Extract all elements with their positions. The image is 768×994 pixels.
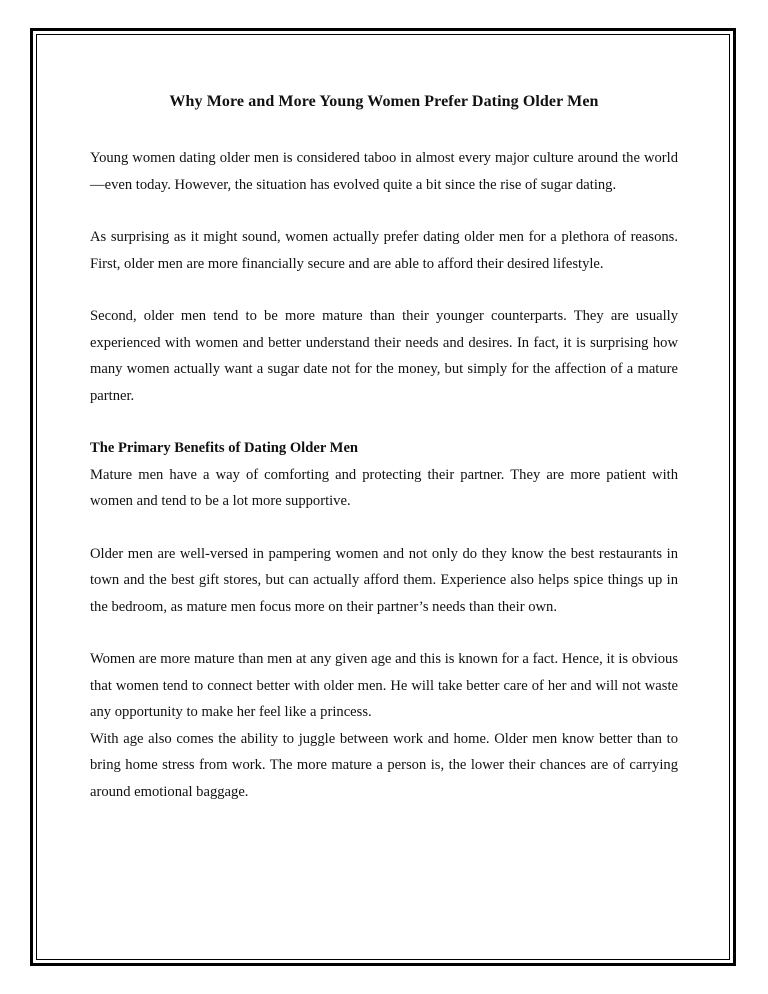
paragraph-connection: Women are more mature than men at any given age and this is known for a fact. Hence, it is obvious that women tend to connect better with older men. He will take better care of her and will not waste any opportunity to make her feel like a princess. xyxy=(90,651,678,720)
document-title: Why More and More Young Women Prefer Dating Older Men xyxy=(169,93,599,110)
document-body xyxy=(90,84,678,805)
paragraph-reasons: As surprising as it might sound, women actually prefer dating older men for a plethora of reasons. First, older men are more financially secure and are able to afford their desired lifestyle. xyxy=(90,229,678,272)
paragraph-comfort: Mature men have a way of comforting and protecting their partner. They are more patient with women and tend to be a lot more supportive. xyxy=(90,466,678,509)
paragraph-pampering: Older men are well-versed in pampering women and not only do they know the best restaurants in town and the best gift stores, but can actually afford them. Experience also helps spice things up in the bedroom, as mature men focus more on their partner’s needs than their own. xyxy=(90,545,678,615)
paragraph-intro: Young women dating older men is considered taboo in almost every major culture around the world—even today. However, the situation has evolved quite a bit since the rise of sugar dating. xyxy=(90,150,678,193)
section-heading: The Primary Benefits of Dating Older Men xyxy=(90,440,359,456)
paragraph-work-home: With age also comes the ability to juggle between work and home. Older men know better than to bring home stress from work. The more mature a person is, the lower their chances are of carrying around emotional baggage. xyxy=(90,730,678,800)
paragraph-maturity: Second, older men tend to be more mature than their younger counterparts. They are usually experienced with women and better understand their needs and desires. In fact, it is surprising how many women actually want a sugar date not for the money, but simply for the affection of a mature partner. xyxy=(90,308,678,404)
